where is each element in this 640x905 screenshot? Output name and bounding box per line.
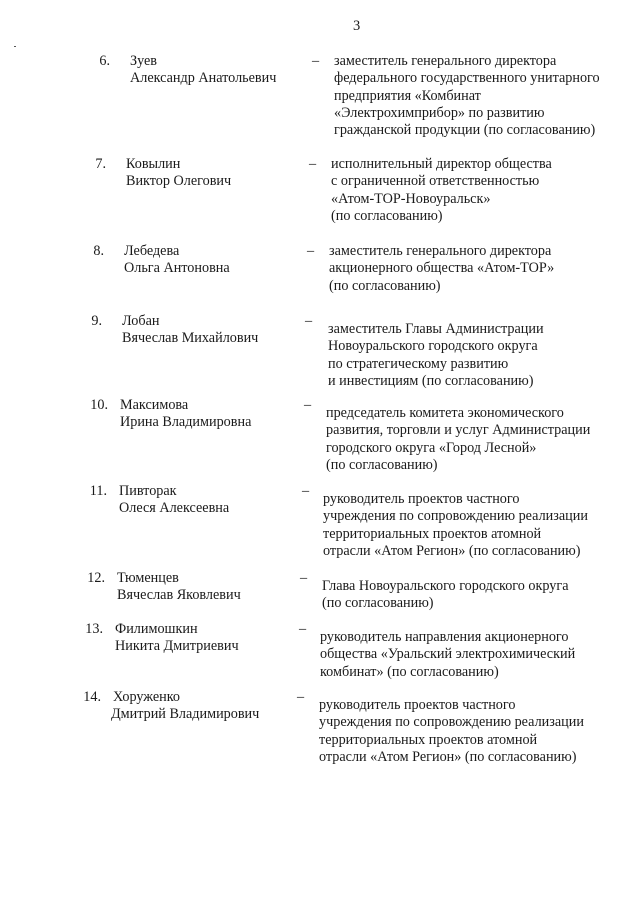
- position-line: «Электрохимприбор» по развитию: [334, 104, 545, 121]
- position-line: «Атом-ТОР-Новоуральск»: [331, 190, 491, 207]
- dash: –: [305, 313, 313, 329]
- position-line: комбинат» (по согласованию): [320, 663, 499, 680]
- dash: –: [307, 243, 315, 259]
- position-line: (по согласованию): [322, 595, 434, 612]
- position-line: учреждения по сопровождению реализации: [319, 714, 584, 731]
- member-entry: [0, 313, 640, 393]
- member-position: [326, 405, 590, 474]
- member-given-names: Александр Анатольевич: [130, 70, 277, 87]
- position-line: отрасли «Атом Регион» (по согласованию): [323, 542, 581, 559]
- dash: –: [297, 689, 305, 705]
- entry-number: 9.: [91, 313, 102, 329]
- entry-number: 14.: [83, 689, 101, 705]
- position-line: руководитель проектов частного: [323, 491, 520, 507]
- member-entry: [0, 156, 640, 236]
- member-entry: [0, 689, 640, 769]
- position-line: (по согласованию): [329, 277, 441, 294]
- position-line: территориальных проектов атомной: [323, 525, 542, 542]
- position-line: отрасли «Атом Регион» (по согласованию): [319, 748, 577, 765]
- position-line: (по согласованию): [326, 456, 438, 473]
- entry-number: 13.: [85, 621, 103, 637]
- member-surname: Филимошкин: [115, 621, 198, 637]
- position-line: Новоуральского городского округа: [328, 338, 538, 355]
- member-entry: [0, 397, 640, 477]
- member-name: [124, 243, 230, 278]
- dash: –: [299, 621, 307, 637]
- position-line: руководитель проектов частного: [319, 697, 516, 713]
- member-name: [120, 397, 251, 432]
- entry-number: 8.: [93, 243, 104, 259]
- member-position: [329, 243, 554, 295]
- member-given-names: Олеся Алексеевна: [119, 500, 230, 517]
- position-line: заместитель генерального директора: [329, 243, 552, 259]
- position-line: акционерного общества «Атом-ТОР»: [329, 260, 555, 277]
- position-line: городского округа «Город Лесной»: [326, 439, 537, 456]
- member-name: [122, 313, 258, 348]
- member-position: [328, 321, 544, 390]
- dash: –: [302, 483, 310, 499]
- entry-number: 12.: [87, 570, 105, 586]
- entry-number: 10.: [90, 397, 108, 413]
- member-name: [111, 689, 259, 724]
- member-given-names: Виктор Олегович: [126, 173, 232, 190]
- position-line: учреждения по сопровождению реализации: [323, 508, 588, 525]
- member-surname: Максимова: [120, 397, 189, 413]
- dash: –: [300, 570, 308, 586]
- member-position: [319, 697, 584, 766]
- member-given-names: Ольга Антоновна: [124, 260, 230, 277]
- scan-speck: [14, 46, 16, 47]
- position-line: федерального государственного унитарного: [334, 70, 600, 87]
- member-surname: Тюменцев: [117, 570, 179, 586]
- dash: –: [312, 53, 320, 69]
- position-line: председатель комитета экономического: [326, 405, 564, 421]
- position-line: предприятия «Комбинат: [334, 87, 481, 104]
- position-line: заместитель Главы Администрации: [328, 321, 544, 337]
- page-number: 3: [353, 18, 361, 34]
- position-line: развития, торговли и услуг Администрации: [326, 422, 591, 439]
- entry-number: 6.: [99, 53, 110, 69]
- member-name: [119, 483, 229, 518]
- dash: –: [304, 397, 312, 413]
- member-name: [117, 570, 241, 605]
- member-given-names: Ирина Владимировна: [120, 414, 252, 431]
- entry-number: 11.: [89, 483, 107, 499]
- position-line: по стратегическому развитию: [328, 355, 509, 372]
- member-position: [331, 156, 552, 225]
- member-given-names: Никита Дмитриевич: [115, 638, 239, 655]
- member-surname: Лобан: [122, 313, 160, 329]
- position-line: и инвестициям (по согласованию): [328, 372, 534, 389]
- position-line: руководитель направления акционерного: [320, 629, 569, 645]
- position-line: заместитель генерального директора: [334, 53, 557, 69]
- position-line: исполнительный директор общества: [331, 156, 552, 172]
- member-given-names: Вячеслав Яковлевич: [117, 587, 241, 604]
- member-surname: Хоруженко: [113, 689, 181, 705]
- member-entry: [0, 483, 640, 563]
- member-name: [115, 621, 239, 656]
- position-line: (по согласованию): [331, 207, 443, 224]
- dash: –: [309, 156, 317, 172]
- member-surname: Зуев: [130, 53, 158, 69]
- position-line: гражданской продукции (по согласованию): [334, 122, 596, 139]
- member-entry: [0, 243, 640, 323]
- member-position: [322, 578, 569, 613]
- member-given-names: Вячеслав Михайлович: [122, 330, 259, 347]
- member-surname: Пивторак: [119, 483, 177, 499]
- member-entry: [0, 53, 640, 139]
- entry-number: 7.: [95, 156, 106, 172]
- position-line: территориальных проектов атомной: [319, 731, 538, 748]
- position-line: с ограниченной ответственностью: [331, 173, 540, 190]
- member-position: [323, 491, 588, 560]
- member-given-names: Дмитрий Владимирович: [111, 706, 260, 723]
- member-surname: Ковылин: [126, 156, 181, 172]
- position-line: общества «Уральский электрохимический: [320, 646, 576, 663]
- member-position: [320, 629, 575, 681]
- member-position: [334, 53, 600, 139]
- member-name: [130, 53, 276, 88]
- position-line: Глава Новоуральского городского округа: [322, 578, 569, 594]
- member-surname: Лебедева: [124, 243, 180, 259]
- member-name: [126, 156, 231, 191]
